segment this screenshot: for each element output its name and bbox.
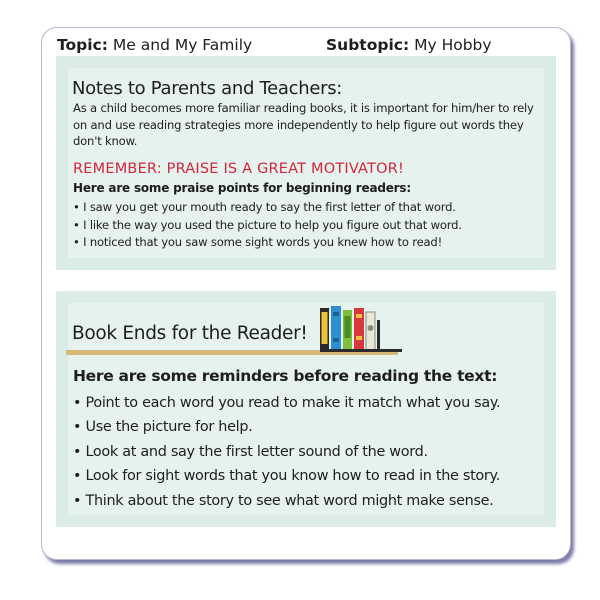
list-item: • Look at and say the first letter sound of the word.	[73, 443, 428, 460]
topic-value: Me and My Family	[112, 36, 253, 54]
list-item: • I saw you get your mouth ready to say the first letter of that word.	[73, 200, 456, 214]
notes-body: As a child becomes more familiar reading books, it is important for him/her to rely on and use reading strategies more independently to help figure out words they don't know.	[73, 101, 534, 148]
list-item: • I noticed that you saw some sight words you knew how to read!	[73, 235, 443, 249]
topic-line	[57, 36, 252, 54]
list-item: • I like the way you used the picture to help you figure out that word.	[73, 217, 462, 232]
reader-title: Book Ends for the Reader!	[72, 323, 308, 344]
subtopic-value: My Hobby	[414, 36, 492, 54]
praise-heading: Here are some praise points for beginning readers:	[73, 181, 411, 195]
subtopic-line	[326, 36, 492, 54]
topic-label: Topic:	[57, 36, 108, 54]
reminder-list	[73, 391, 500, 513]
list-item: • Look for sight words that you know how to read in the story.	[73, 468, 500, 485]
list-item: • Use the picture for help.	[73, 419, 253, 436]
subtopic-label: Subtopic:	[326, 36, 410, 54]
notes-title: Notes to Parents and Teachers:	[72, 78, 343, 99]
praise-list	[73, 199, 462, 252]
list-item: • Point to each word you read to make it match what you say.	[73, 395, 501, 411]
list-item: • Think about the story to see what word might make sense.	[73, 492, 494, 509]
remember-callout: REMEMBER: PRAISE IS A GREAT MOTIVATOR!	[73, 161, 405, 177]
bookshelf-icon	[320, 306, 402, 352]
reminder-heading: Here are some reminders before reading the text:	[73, 367, 498, 385]
